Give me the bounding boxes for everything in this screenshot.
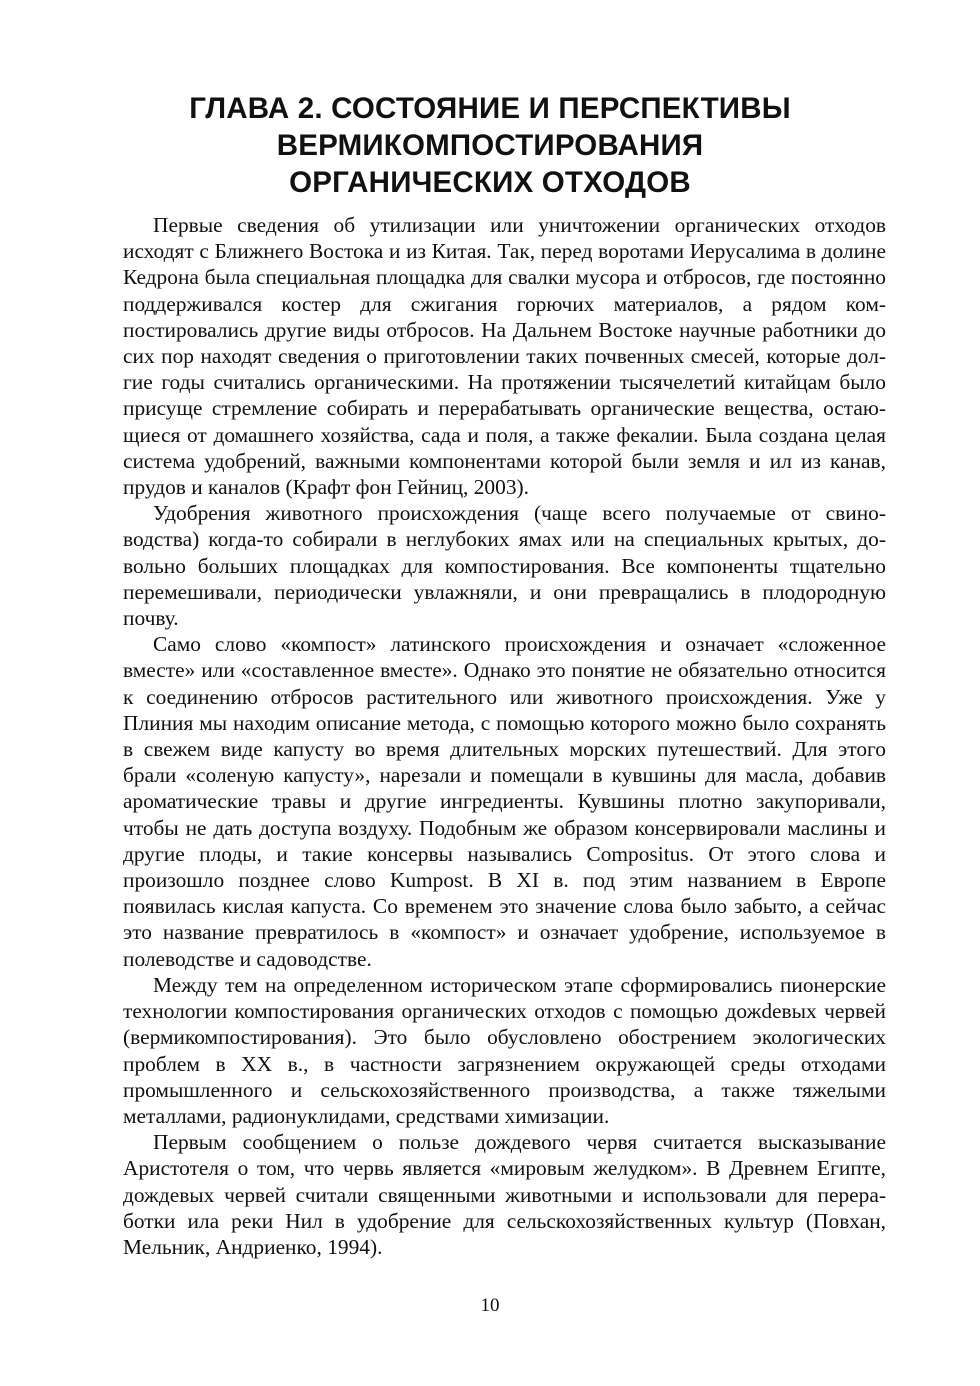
paragraph: Первые сведения об утилизации или уничтожении органических отходов исходят с Ближнего Востока и из Китая. Так, перед воротами Иерусалима в долине Кедрона была специальная площадка для свалки мусора и отбросов, где постоянно поддерживался костер для сжигания горючих материалов, а рядом компостировались другие виды отбросов. На Дальнем Востоке научные работники до сих пор находят сведения о приготовлении таких почвенных смесей, которые долгие годы считались органическими. На протяжении тысячелетий китайцам было присуще стремление собирать и перерабатывать органические вещества, остающиеся от домашнего хозяйства, сада и поля, а также фекалии. Была создана целая система удобрений, важными компонентами которой были земля и ил из канав, прудов и каналов (Крафт фон Гейниц, 2003).: [123, 213, 886, 500]
chapter-title: [95, 90, 885, 201]
page-number: 10: [480, 1295, 500, 1316]
chapter-body: [123, 212, 886, 1260]
paragraph: Первым сообщением о пользе дождевого червя считается высказывание Аристотеля о том, что червь является «мировым желудком». В Древнем Египте, дождевых червей считали священными животными и использовали для переработки ила реки Нил в удобрение для сельскохозяйственных культур (Повхан, Мельник, Андриенко, 1994).: [123, 1130, 886, 1259]
paragraph: Само слово «компост» латинского происхождения и означает «сложенное вместе» или «составленное вместе». Однако это понятие не обязательно относится к соединению отбросов растительного или животного происхождения. Уже у Плиния мы находим описание метода, с помощью которого можно было сохранять в свежем виде капусту во время длительных морских путешествий. Для этого брали «соленую капусту», нарезали и помещали в кувшины для масла, добавив ароматические травы и другие ингредиенты. Кувшины плотно закупоривали, чтобы не дать доступа воздуху. Подобным же образом консервировали маслины и другие плоды, и такие консервы назывались Compositus. От этого слова и произошло позднее слово Kumpost. В XI в. под этим названием в Европе появилась кислая капуста. Со временем это значение слова было забыто, а сейчас это название превратилось в «компост» и означает удобрение, используемое в полеводстве и садоводстве.: [123, 632, 886, 971]
paragraph: Между тем на определенном историческом этапе сформировались пионерские технологии компостирования органических отходов с помощью дожdевых червей (вермикомпостирования). Это было обусловлено обострением экологических проблем в XX в., в частности загрязнением окружающей среды отходами промышленного и сельскохозяйственного производства, а также тяжелыми металлами, радионуклидами, средствами химизации.: [123, 972, 886, 1128]
chapter-title-line: ГЛАВА 2. СОСТОЯНИЕ И ПЕРСПЕКТИВЫ: [189, 92, 791, 125]
paragraph: Удобрения животного происхождения (чаще всего получаемые от свиноводства) когда-то собирали в неглубоких ямах или на специальных крытых, довольно больших площадках для компостирования. Все компоненты тщательно перемешивали, периодически увлажняли, и они превращались в плодородную почву.: [123, 501, 886, 631]
chapter-title-line: ОРГАНИЧЕСКИХ ОТХОДОВ: [289, 166, 691, 199]
chapter-title-line: ВЕРМИКОМПОСТИРОВАНИЯ: [276, 129, 704, 162]
